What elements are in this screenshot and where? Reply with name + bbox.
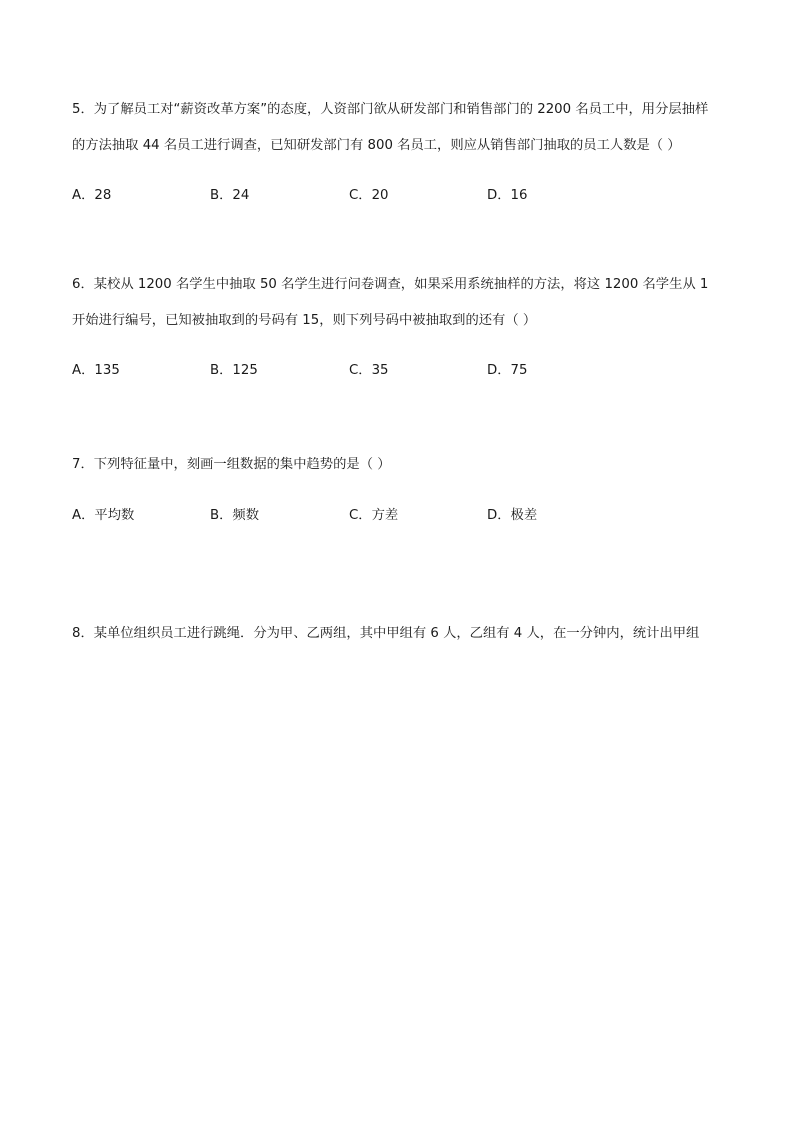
question-7-option-b[interactable]: B．频数 bbox=[210, 508, 260, 523]
question-7-option-c[interactable]: C．方差 bbox=[349, 508, 399, 523]
question-6-option-b[interactable]: B．125 bbox=[210, 363, 258, 378]
question-6-option-c[interactable]: C．35 bbox=[349, 363, 389, 378]
question-7-option-a[interactable]: A．平均数 bbox=[72, 508, 135, 523]
question-5-option-d[interactable]: D．16 bbox=[487, 188, 528, 203]
question-5-line-1: 5．为了解员工对“薪资改革方案”的态度，人资部门欲从研发部门和销售部门的 2200 名员工中，用分层抽样 bbox=[72, 102, 709, 117]
question-5-option-c[interactable]: C．20 bbox=[349, 188, 389, 203]
question-5-line-2: 的方法抽取 44 名员工进行调查，已知研发部门有 800 名员工，则应从销售部门抽取的员工人数是（ ） bbox=[72, 138, 681, 153]
question-6-option-a[interactable]: A．135 bbox=[72, 363, 120, 378]
question-7-option-d[interactable]: D．极差 bbox=[487, 508, 538, 523]
question-6-line-1: 6．某校从 1200 名学生中抽取 50 名学生进行问卷调查，如果采用系统抽样的方法，将这 1200 名学生从 1 bbox=[72, 277, 709, 292]
question-6-line-2: 开始进行编号，已知被抽取到的号码有 15，则下列号码中被抽取到的还有（ ） bbox=[72, 313, 537, 328]
question-7-line-1: 7．下列特征量中，刻画一组数据的集中趋势的是（ ） bbox=[72, 457, 391, 472]
question-8-line-1: 8．某单位组织员工进行跳绳．分为甲、乙两组，其中甲组有 6 人，乙组有 4 人，在一分钟内，统计出甲组 bbox=[72, 626, 700, 641]
question-6-option-d[interactable]: D．75 bbox=[487, 363, 528, 378]
question-5-option-a[interactable]: A．28 bbox=[72, 188, 112, 203]
question-5-option-b[interactable]: B．24 bbox=[210, 188, 250, 203]
